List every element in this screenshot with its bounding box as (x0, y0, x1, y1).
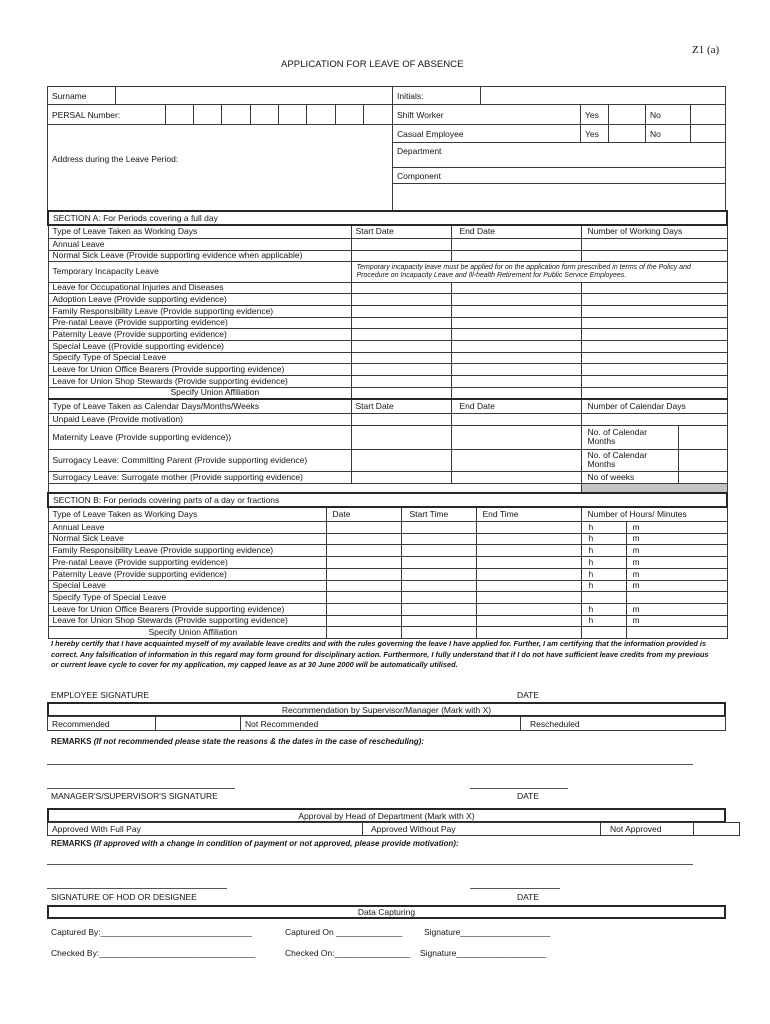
minutes-field[interactable]: m (626, 533, 727, 544)
shift-worker-label: Shift Worker (392, 104, 581, 125)
no-label: No (645, 104, 691, 125)
end-date-field[interactable] (451, 387, 581, 399)
calendar-months-label: No. of Calendar Months (581, 425, 678, 449)
leave-type-label: Paternity Leave (Provide supporting evidence) (48, 568, 326, 580)
column-header-date: Date (326, 507, 401, 521)
end-date-field[interactable] (451, 352, 581, 363)
end-date-field[interactable] (451, 340, 581, 352)
component-label: Component (397, 171, 441, 181)
leave-type-label: Special Leave (48, 580, 326, 591)
end-time-field[interactable] (476, 568, 581, 580)
start-time-field[interactable] (401, 580, 476, 591)
remarks-line[interactable] (47, 864, 693, 865)
end-date-field[interactable] (451, 282, 581, 293)
casual-employee-no-box[interactable] (690, 124, 726, 143)
start-time-field[interactable] (401, 544, 476, 556)
persal-digit-box[interactable] (306, 104, 336, 125)
department-field[interactable] (392, 142, 726, 168)
form-code: Z1 (a) (692, 44, 720, 56)
captured-signature-field[interactable]: Signature___________________ (424, 927, 551, 937)
end-date-field[interactable] (451, 250, 581, 261)
end-time-field[interactable] (476, 603, 581, 615)
column-header-leave-type: Type of Leave Taken as Working Days (48, 507, 326, 521)
date-field[interactable] (326, 521, 401, 533)
working-days-field[interactable] (581, 317, 727, 328)
employee-signature-label: EMPLOYEE SIGNATURE (51, 690, 150, 700)
department-label: Department (397, 146, 442, 156)
working-days-field[interactable] (581, 328, 727, 340)
hours-field[interactable]: h (581, 521, 626, 533)
working-days-field[interactable] (581, 387, 727, 399)
end-date-field[interactable] (451, 425, 581, 449)
leave-type-label: Special Leave ((Provide supporting evidence) (48, 340, 351, 352)
section-b-heading: SECTION B: For periods covering parts of a day or fractions (48, 493, 727, 507)
hours-field[interactable]: h (581, 544, 626, 556)
section-a-table (47, 210, 728, 494)
manager-date-line[interactable] (470, 788, 568, 789)
yes-label: Yes (580, 104, 609, 125)
date-field[interactable] (326, 615, 401, 626)
captured-on-field[interactable]: Captured On ______________ (285, 927, 403, 937)
calendar-months-field[interactable] (678, 425, 727, 449)
column-header-end-date: End Date (451, 399, 581, 413)
minutes-field[interactable]: m (626, 521, 727, 533)
section-b-table (47, 492, 728, 639)
hod-date-line[interactable] (470, 888, 560, 889)
start-date-field[interactable] (351, 340, 451, 352)
start-time-field[interactable] (401, 591, 476, 603)
leave-type-label: Leave for Union Office Bearers (Provide supporting evidence) (48, 603, 326, 615)
approved-without-pay-option[interactable]: Approved Without Pay (362, 822, 601, 836)
date-field[interactable] (326, 603, 401, 615)
rescheduled-option[interactable]: Rescheduled (520, 716, 726, 731)
start-date-field[interactable] (351, 449, 451, 471)
column-header-calendar-days: Number of Calendar Days (581, 399, 727, 413)
working-days-field[interactable] (581, 293, 727, 305)
minutes-field[interactable] (626, 591, 727, 603)
declaration-text: I hereby certify that I have acquainted myself of my available leave credits and with the rules governing the leave I have applied for. Further, I am certifying that the information provided is correct. Any falsification of information in this regard may form ground for disciplinary action. Furthermore, I fully understand that if I do not have sufficient leave credits from my previous or current leave cycle to cover for my application, my capped leave as at 30 June 2000 will be automatically utilised. (51, 639, 709, 669)
section-a-heading: SECTION A: For Periods covering a full day (48, 211, 727, 225)
column-header-hours-minutes: Number of Hours/ Minutes (581, 507, 727, 521)
leave-type-label: Normal Sick Leave (Provide supporting evidence when applicable) (48, 250, 351, 261)
calendar-days-field[interactable] (581, 413, 727, 425)
column-header-working-days: Number of Working Days (581, 225, 727, 238)
leave-type-label: Leave for Union Shop Stewards (Provide supporting evidence) (48, 375, 351, 387)
page-title: APPLICATION FOR LEAVE OF ABSENCE (281, 59, 464, 70)
date-field[interactable] (326, 544, 401, 556)
address-field[interactable] (47, 124, 393, 211)
weeks-field[interactable] (678, 471, 727, 483)
leave-type-label: Maternity Leave (Provide supporting evidence)) (48, 425, 351, 449)
union-affiliation-label: Specify Union Affiliation (48, 626, 326, 638)
approval-remarks-prompt (51, 839, 459, 849)
leave-type-label: Leave for Union Office Bearers (Provide supporting evidence) (48, 363, 351, 375)
leave-type-label: Unpaid Leave (Provide motivation) (48, 413, 351, 425)
temporary-incapacity-note: Temporary incapacity leave must be applied for on the application form prescribed in terms of the Policy and Procedure on Incapacity Leave and Ill-health Retirement for Public Service Employees. (351, 261, 727, 282)
minutes-field[interactable]: m (626, 568, 727, 580)
shift-worker-no-box[interactable] (690, 104, 726, 125)
not-approved-mark-box[interactable] (693, 822, 740, 836)
working-days-field[interactable] (581, 340, 727, 352)
leave-type-label: Pre-natal Leave (Provide supporting evidence) (48, 556, 326, 568)
end-date-field[interactable] (451, 293, 581, 305)
end-time-field[interactable] (476, 580, 581, 591)
leave-type-label: Specify Type of Special Leave (48, 591, 326, 603)
start-date-field[interactable] (351, 238, 451, 250)
hours-field[interactable] (581, 591, 626, 603)
component-field[interactable] (392, 167, 726, 184)
date-label: DATE (517, 892, 540, 902)
persal-digit-box[interactable] (165, 104, 194, 125)
approved-full-pay-option[interactable]: Approved With Full Pay (47, 822, 363, 836)
calendar-months-field[interactable] (678, 449, 727, 471)
start-time-field[interactable] (401, 521, 476, 533)
end-time-field[interactable] (476, 544, 581, 556)
persal-digit-box[interactable] (278, 104, 307, 125)
leave-type-label: Family Responsibility Leave (Provide supporting evidence) (48, 305, 351, 317)
column-header-end-time: End Time (476, 507, 581, 521)
date-label: DATE (517, 791, 540, 801)
end-time-field[interactable] (476, 521, 581, 533)
start-date-field[interactable] (351, 413, 451, 425)
leave-type-label: Paternity Leave (Provide supporting evidence) (48, 328, 351, 340)
remarks-label: REMARKS (51, 737, 92, 746)
column-header-end-date: End Date (451, 225, 581, 238)
leave-type-label: Annual Leave (48, 521, 326, 533)
hours-field[interactable]: h (581, 568, 626, 580)
working-days-field[interactable] (581, 238, 727, 250)
leave-type-label: Leave for Occupational Injuries and Diseases (48, 282, 351, 293)
remarks-label: REMARKS (51, 839, 92, 848)
calendar-months-label: No. of Calendar Months (581, 449, 678, 471)
column-header-start-date: Start Date (351, 225, 451, 238)
working-days-field[interactable] (581, 250, 727, 261)
start-date-field[interactable] (351, 328, 451, 340)
leave-type-label: Normal Sick Leave (48, 533, 326, 544)
remarks-instruction: (If not recommended please state the reasons & the dates in the case of rescheduling): (93, 737, 424, 746)
leave-type-label: Leave for Union Shop Stewards (Provide supporting evidence) (48, 615, 326, 626)
date-field[interactable] (326, 580, 401, 591)
shift-worker-yes-box[interactable] (608, 104, 646, 125)
not-approved-option[interactable]: Not Approved (600, 822, 694, 836)
checked-on-field[interactable]: Checked On:________________ (285, 948, 411, 958)
leave-type-label: Specify Type of Special Leave (48, 352, 351, 363)
persal-label: PERSAL Number: (47, 104, 166, 125)
end-time-field[interactable] (476, 626, 581, 638)
minutes-field[interactable]: m (626, 556, 727, 568)
minutes-field[interactable]: m (626, 615, 727, 626)
casual-employee-yes-box[interactable] (608, 124, 646, 143)
working-days-field[interactable] (581, 375, 727, 387)
minutes-field[interactable] (626, 626, 727, 638)
end-time-field[interactable] (476, 533, 581, 544)
weeks-label: No of weeks (581, 471, 678, 483)
leave-type-label: Surrogacy Leave: Surrogate mother (Provide supporting evidence) (48, 471, 351, 483)
date-field[interactable] (326, 568, 401, 580)
captured-by-field[interactable]: Captured By:________________________________ (51, 927, 252, 937)
surname-label: Surname (47, 86, 116, 105)
approval-heading: Approval by Head of Department (Mark with X) (47, 808, 726, 823)
checked-by-field[interactable]: Checked By:_________________________________ (51, 948, 256, 958)
casual-employee-label: Casual Employee (392, 124, 581, 143)
date-label: DATE (517, 690, 540, 700)
leave-type-label: Temporary Incapacity Leave (48, 261, 351, 282)
start-time-field[interactable] (401, 568, 476, 580)
hod-signature-line[interactable] (47, 888, 227, 889)
persal-digit-box[interactable] (335, 104, 364, 125)
date-field[interactable] (326, 533, 401, 544)
end-date-field[interactable] (451, 305, 581, 317)
hours-field[interactable]: h (581, 580, 626, 591)
date-field[interactable] (326, 591, 401, 603)
end-time-field[interactable] (476, 615, 581, 626)
start-time-field[interactable] (401, 615, 476, 626)
persal-digit-box[interactable] (221, 104, 251, 125)
leave-type-label: Adoption Leave (Provide supporting evidence) (48, 293, 351, 305)
column-header-leave-type: Type of Leave Taken as Working Days (48, 225, 351, 238)
end-date-field[interactable] (451, 413, 581, 425)
column-header-start-date: Start Date (351, 399, 451, 413)
end-date-field[interactable] (451, 449, 581, 471)
start-date-field[interactable] (351, 282, 451, 293)
surname-field[interactable] (115, 86, 393, 105)
start-date-field[interactable] (351, 293, 451, 305)
end-date-field[interactable] (451, 471, 581, 483)
working-days-field[interactable] (581, 282, 727, 293)
leave-type-label: Surrogacy Leave: Committing Parent (Provide supporting evidence) (48, 449, 351, 471)
end-date-field[interactable] (451, 328, 581, 340)
start-date-field[interactable] (351, 387, 451, 399)
hours-field[interactable]: h (581, 603, 626, 615)
recommended-option[interactable]: Recommended (47, 716, 156, 731)
date-field[interactable] (326, 556, 401, 568)
working-days-field[interactable] (581, 305, 727, 317)
persal-digit-box[interactable] (363, 104, 393, 125)
leave-type-label: Annual Leave (48, 238, 351, 250)
minutes-field[interactable]: m (626, 580, 727, 591)
not-recommended-option[interactable]: Not Recommended (240, 716, 521, 731)
no-label: No (645, 124, 691, 143)
recommended-mark-box[interactable] (155, 716, 241, 731)
minutes-field[interactable]: m (626, 544, 727, 556)
start-time-field[interactable] (401, 556, 476, 568)
end-time-field[interactable] (476, 556, 581, 568)
initials-label: Initials: (392, 86, 481, 105)
start-time-field[interactable] (401, 533, 476, 544)
working-days-field[interactable] (581, 352, 727, 363)
hours-field[interactable]: h (581, 615, 626, 626)
start-date-field[interactable] (351, 317, 451, 328)
end-date-field[interactable] (451, 238, 581, 250)
manager-signature-label: MANAGER'S/SUPERVISOR'S SIGNATURE (51, 791, 218, 801)
start-date-field[interactable] (351, 363, 451, 375)
column-header-start-time: Start Time (401, 507, 476, 521)
end-date-field[interactable] (451, 363, 581, 375)
date-field[interactable] (326, 626, 401, 638)
end-date-field[interactable] (451, 317, 581, 328)
start-date-field[interactable] (351, 425, 451, 449)
start-date-field[interactable] (351, 375, 451, 387)
start-time-field[interactable] (401, 603, 476, 615)
recommendation-remarks-prompt (51, 737, 424, 747)
initials-field[interactable] (480, 86, 726, 105)
end-date-field[interactable] (451, 375, 581, 387)
start-date-field[interactable] (351, 471, 451, 483)
leave-type-label: Family Responsibility Leave (Provide supporting evidence) (48, 544, 326, 556)
checked-signature-field[interactable]: Signature___________________ (420, 948, 547, 958)
remarks-instruction: (If approved with a change in condition of payment or not approved, please provide motivation): (93, 839, 459, 848)
component-entry-field[interactable] (392, 183, 726, 211)
address-label: Address during the Leave Period: (52, 154, 179, 164)
persal-digit-box[interactable] (193, 104, 222, 125)
union-affiliation-label: Specify Union Affiliation (48, 387, 351, 399)
column-header-calendar-leave-type: Type of Leave Taken as Calendar Days/Months/Weeks (48, 399, 351, 413)
start-time-field[interactable] (401, 626, 476, 638)
minutes-field[interactable]: m (626, 603, 727, 615)
hours-field[interactable]: h (581, 556, 626, 568)
recommendation-heading: Recommendation by Supervisor/Manager (Mark with X) (47, 702, 726, 717)
manager-signature-line[interactable] (47, 788, 235, 789)
leave-type-label: Pre-natal Leave (Provide supporting evidence) (48, 317, 351, 328)
working-days-field[interactable] (581, 363, 727, 375)
yes-label: Yes (580, 124, 609, 143)
start-date-field[interactable] (351, 352, 451, 363)
start-date-field[interactable] (351, 250, 451, 261)
hours-field[interactable] (581, 626, 626, 638)
start-date-field[interactable] (351, 305, 451, 317)
data-capturing-heading: Data Capturing (47, 905, 726, 919)
hod-signature-label: SIGNATURE OF HOD OR DESIGNEE (51, 892, 197, 902)
end-time-field[interactable] (476, 591, 581, 603)
hours-field[interactable]: h (581, 533, 626, 544)
persal-digit-box[interactable] (250, 104, 279, 125)
remarks-line[interactable] (47, 764, 693, 765)
